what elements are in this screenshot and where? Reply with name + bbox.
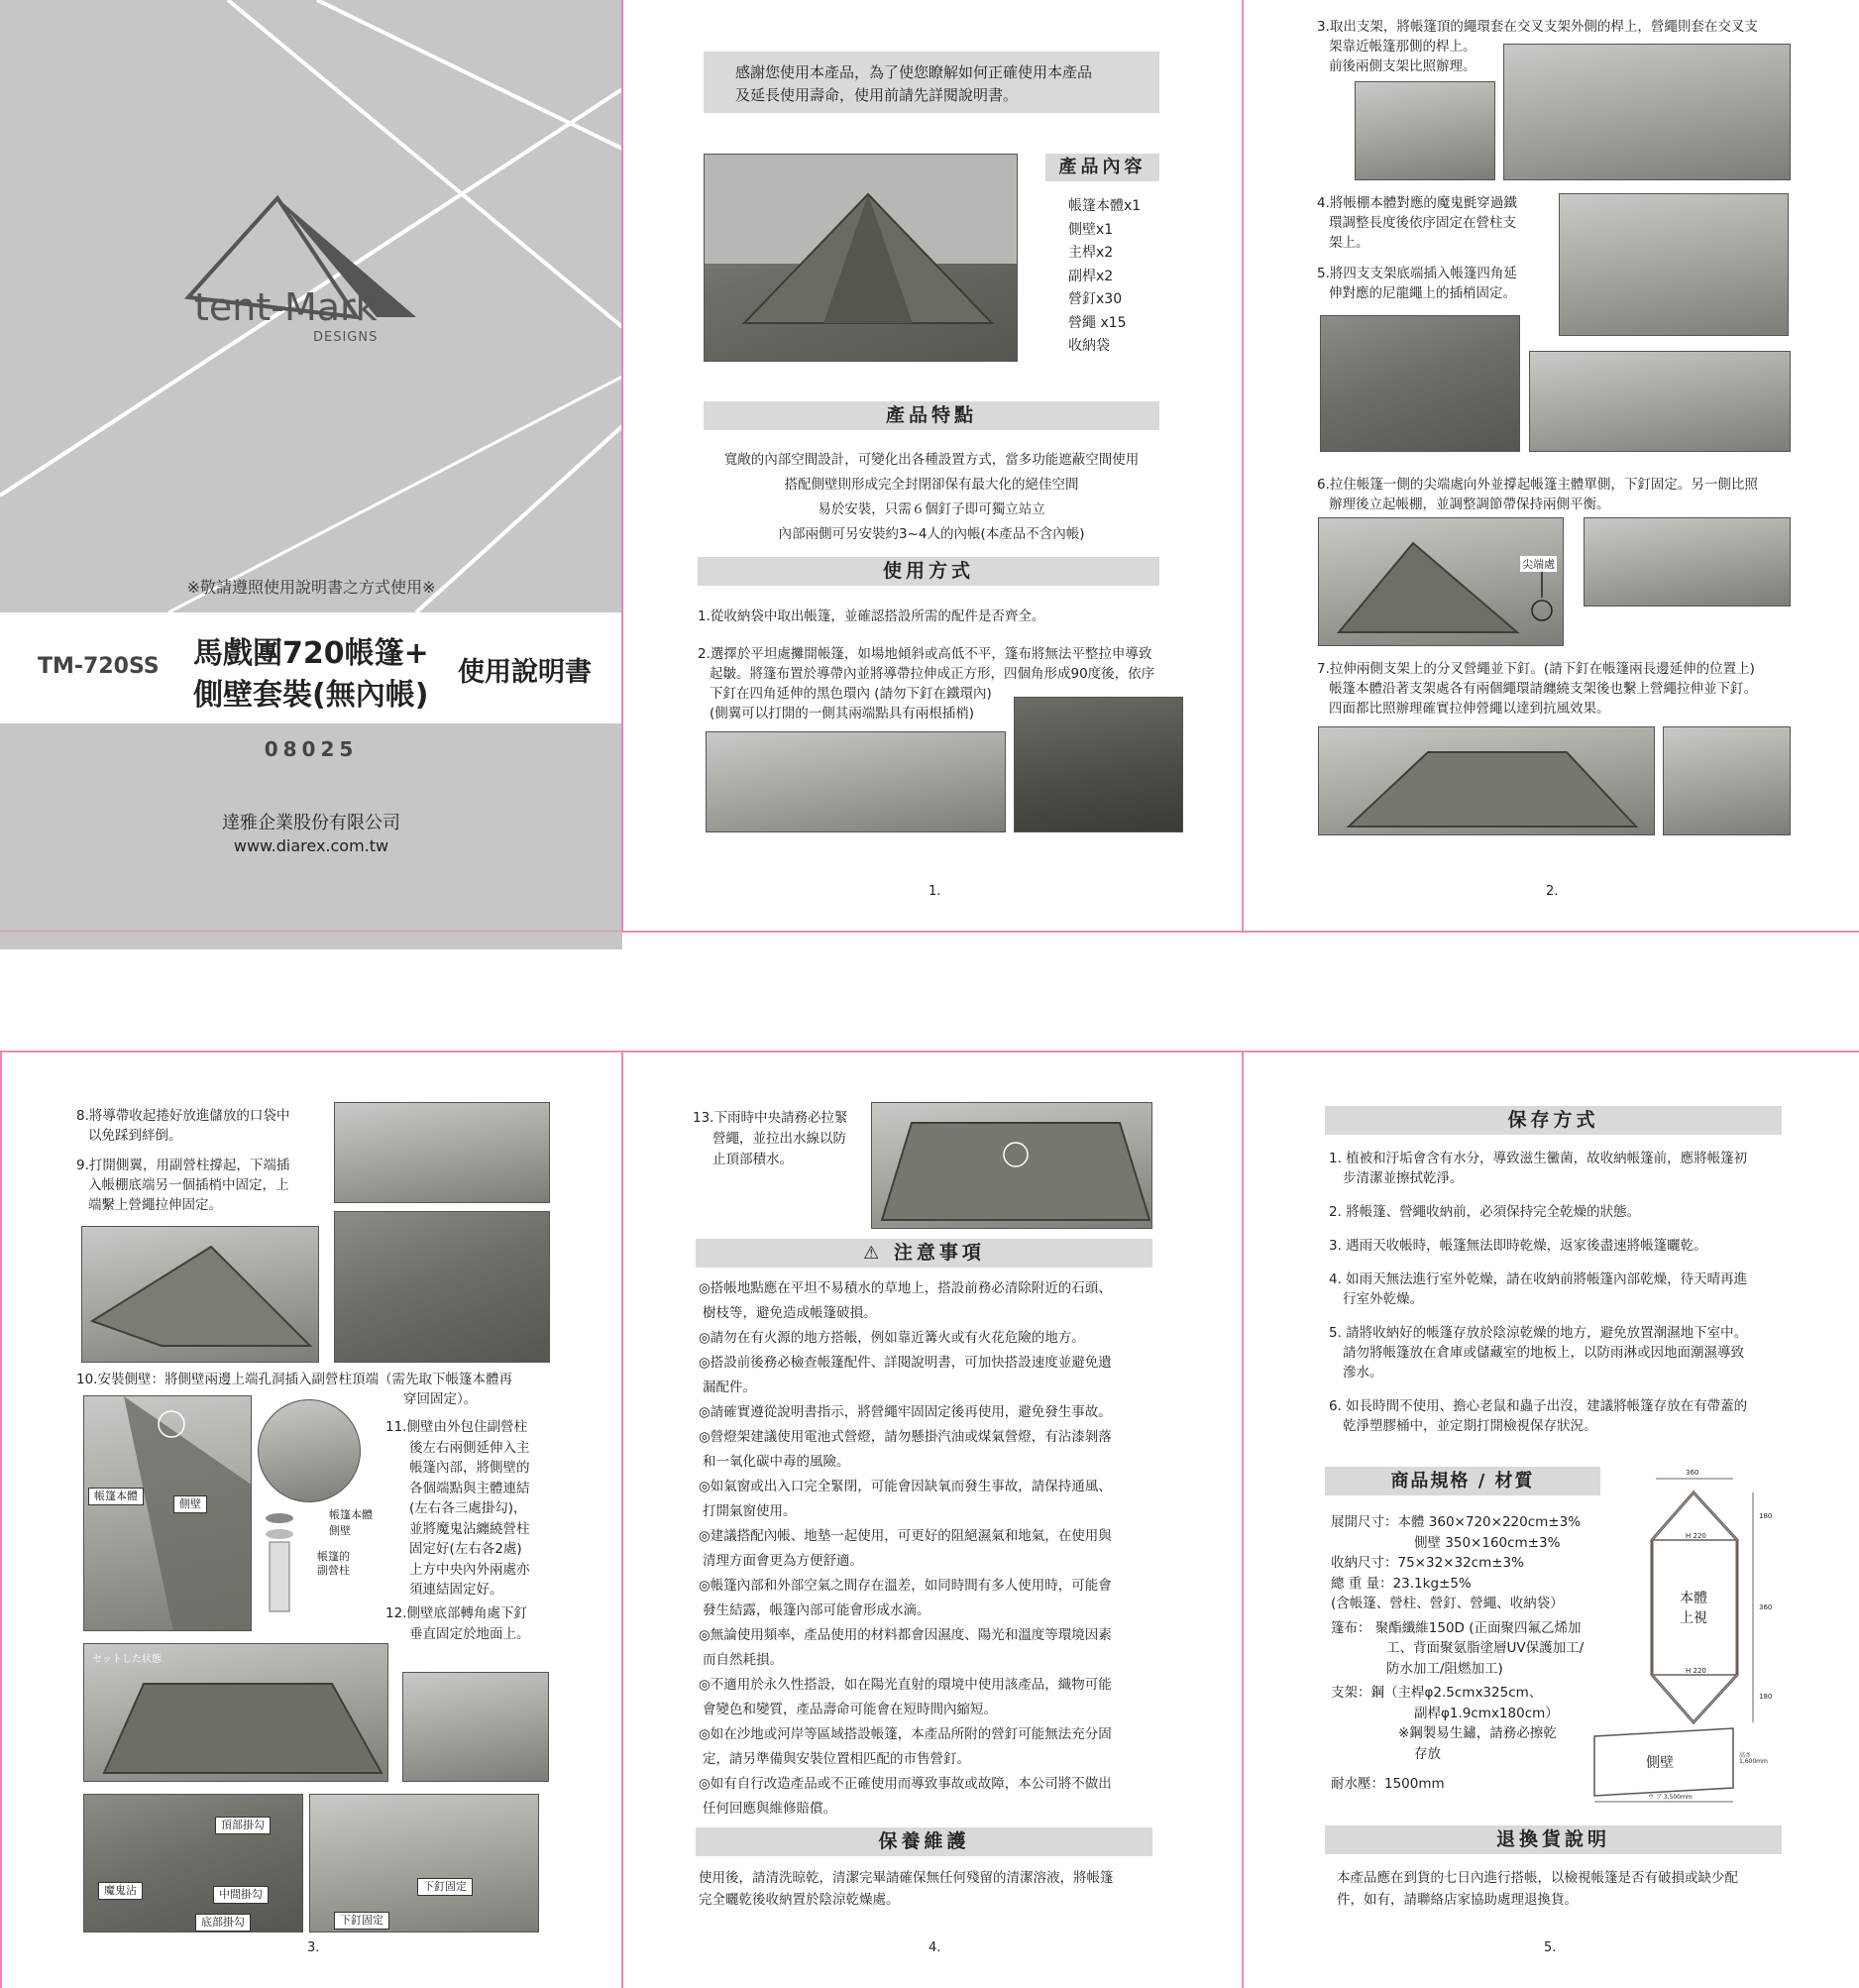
- contents-item: 主桿x2: [1068, 245, 1114, 261]
- cover-notice: ※敬請遵照使用說明書之方式使用※: [186, 578, 436, 597]
- diagram-side-180-top: 180: [1759, 1512, 1773, 1520]
- tent-flat-photo: [1529, 351, 1791, 452]
- strap-pocket-photo: [334, 1102, 550, 1203]
- caution-line: ◎搭設前後務必檢查帳篷配件、詳閱說明書，可加快搭設速度並避免遺: [699, 1355, 1112, 1371]
- legend-pole-2: 副營柱: [317, 1564, 350, 1577]
- caution-line: 發生結露，帳篷內部可能會形成水滴。: [703, 1602, 930, 1618]
- caution-line: 漏配件。: [703, 1380, 756, 1395]
- label-top-hook: 頂部掛勾: [215, 1817, 271, 1834]
- return-title: 退換貨說明: [1325, 1825, 1782, 1854]
- page-number: 1.: [929, 884, 941, 899]
- diagram-wall-label: 側壁: [1646, 1755, 1674, 1771]
- usage-title: 使用方式: [698, 557, 1159, 586]
- caution-line: ◎請勿在有火源的地方搭帳，例如靠近篝火或有火花危險的地方。: [699, 1330, 1085, 1346]
- side-wing-photo: [81, 1226, 319, 1363]
- caution-line: ◎搭帳地點應在平坦不易積水的草地上，搭設前務必清除附近的石頭、: [699, 1280, 1112, 1296]
- peg-down-photo: [309, 1794, 539, 1933]
- pole-base-photo: [1320, 315, 1520, 452]
- legend-pole-1: 帳篷的: [317, 1550, 350, 1563]
- manual-title: 使用說明書: [458, 657, 592, 688]
- page-number: 3.: [307, 1940, 320, 1955]
- diagram-h220-bottom: H 220: [1686, 1667, 1706, 1675]
- caution-line: ◎如氣窗或出入口完全緊閉，可能會因缺氧而發生事故，請保持通風、: [699, 1479, 1112, 1494]
- warning-icon: ⚠: [863, 1243, 884, 1264]
- step-3: 3.取出支架，將帳篷頂的繩環套在交叉支架外側的桿上，營繩則套在交叉支 架靠近帳篷那側的桿上。 前後兩側支架比照辦理。: [1317, 19, 1758, 74]
- storage-item: 3. 遇雨天收帳時，帳篷無法即時乾燥，返家後盡速將帳篷曬乾。: [1329, 1238, 1707, 1254]
- legend-wall: 側壁: [329, 1524, 351, 1537]
- label-mid-hook: 中間掛勾: [213, 1886, 269, 1904]
- thanks-line1: 感謝您使用本產品，為了使您瞭解如何正確使用本產品: [735, 63, 1093, 81]
- feature-item: 內部兩側可另安裝約3~4人的內帳(本產品不含內帳): [778, 526, 1085, 542]
- tent-top-view-diagram: [1614, 1469, 1783, 1736]
- cover-title-band: [0, 612, 622, 723]
- label-sidewall: 側壁: [173, 1495, 207, 1513]
- model-number: TM-720SS: [38, 654, 160, 679]
- care-text: 使用後，請清洗晾乾，清潔完畢請確保無任何殘留的清潔溶液，將帳篷 完全曬乾後收納置於陰涼乾燥處。: [699, 1870, 1114, 1908]
- page-3: [2, 1052, 620, 1988]
- label-peg-right: 下釘固定: [417, 1878, 473, 1896]
- features-list: [704, 448, 1159, 547]
- step-12: 12.側壁底部轉角處下釘 垂直固定於地面上。: [385, 1605, 530, 1642]
- thanks-box: [704, 52, 1159, 113]
- rain-tension-photo: [871, 1102, 1152, 1229]
- feature-item: 易於安裝，只需６個釘子即可獨立站立: [818, 501, 1045, 517]
- diagram-width-label: 360: [1686, 1469, 1699, 1477]
- step-7: 7.拉伸兩側支架上的分叉營繩並下釘。(請下釘在帳篷兩長邊延伸的位置上) 帳篷本體沿著支架處各有兩個繩環請纏繞支架後也繫上營繩拉伸並下釘。 四面都比照辦理確實拉伸營繩以達到抗風效果。: [1317, 661, 1757, 717]
- velcro-pole-photo: [1559, 193, 1789, 336]
- step-1: 1.從收納袋中取出帳篷，並確認搭設所需的配件是否齊全。: [698, 608, 1045, 624]
- rope-loop-photo: [1355, 81, 1495, 180]
- storage-item: 4. 如雨天無法進行室外乾燥，請在收納前將帳篷內部乾燥，待天晴再進 行室外乾燥。: [1329, 1271, 1748, 1307]
- diagram-wall-height-2: 1,600mm: [1739, 1758, 1768, 1765]
- company-name: 達雅企業股份有限公司: [222, 813, 400, 833]
- page-1: [623, 0, 1241, 930]
- feature-item: 寬敞的內部空間設計，可變化出各種設置方式，當多功能遮蔽空間使用: [723, 452, 1140, 468]
- tip-label: 尖端處: [1522, 558, 1555, 571]
- storage-item: 1. 植被和汙垢會含有水分，導致滋生黴菌，故收納帳篷前，應將帳篷初 步清潔並擦拭乾淨。: [1329, 1151, 1748, 1186]
- caution-list: [699, 1276, 1112, 1822]
- caution-line: ◎不適用於永久性搭設，如在陽光直射的環境中使用該產品，織物可能: [699, 1677, 1112, 1693]
- thanks-line2: 及延長使用壽命，使用前請先詳閱說明書。: [735, 86, 1019, 104]
- contents-item: 收納袋: [1068, 338, 1110, 354]
- storage-item: 6. 如長時間不使用、擔心老鼠和蟲子出沒，建議將帳篷存放在有帶蓋的 乾淨塑膠桶中，並定期打開檢視保存狀況。: [1329, 1398, 1748, 1434]
- company-website[interactable]: www.diarex.com.tw: [233, 836, 389, 855]
- logo-text: tent-Mark: [194, 285, 378, 329]
- cover-bottom-area: [0, 723, 622, 932]
- interior-hooks-photo: [83, 1794, 303, 1933]
- contents-list: [1068, 195, 1141, 359]
- raise-tent-photo: [1318, 517, 1564, 646]
- page-2: [1244, 0, 1859, 930]
- step-8: 8.將導帶收起捲好放進儲放的口袋中 以免踩到絆倒。: [76, 1108, 290, 1144]
- cover-top-area: [0, 0, 622, 612]
- pole-top-closeup: [258, 1399, 361, 1502]
- caution-title: 注意事項: [893, 1242, 985, 1264]
- contents-item: 副桿x2: [1068, 268, 1114, 284]
- storage-list: [1329, 1149, 1747, 1436]
- step-6: 6.拉住帳篷一側的尖端處向外並撐起帳篷主體單側，下釘固定。另一側比照 辦理後立起帳棚，並調整調節帶保持兩側平衡。: [1317, 477, 1758, 512]
- step-9: 9.打開側翼，用副營柱撐起，下端插 入帳棚底端另一個插梢中固定，上 端繫上營繩拉伸固定。: [76, 1158, 290, 1213]
- spec-list: 展開尺寸：本體 360×720×220cm±3% 側壁 350×160cm±3% 收納尺寸：75×32×32cm±3% 總 重 量：23.1kg±5% (含帳篷、營柱、營釘、營繩、收納袋） 篷布： 聚酯纖維150D (正面聚四氟乙烯加 工、背面聚氨脂塗層UV保護加工/ 防水加工/阻燃加工) 支架：鋼（主桿φ2.5cmx325cm、 副桿φ1.9cmx180cm） ※鋼製易生鏽，請務必擦乾 存放 耐水壓：1500mm: [1331, 1514, 1585, 1792]
- tent-product-photo: [704, 154, 1018, 362]
- storage-item: 5. 請將收納好的帳篷存放於陰涼乾燥的地方，避免放置潮濕地下室中。 請勿將帳篷放在倉庫或儲藏室的地板上，以防雨淋或因地面潮濕導致 滲水。: [1329, 1325, 1748, 1381]
- step-4: 4.將帳棚本體對應的魔鬼氈穿過鐵 環調整長度後依序固定在營柱支 架上。: [1317, 195, 1517, 251]
- storage-title: 保存方式: [1325, 1106, 1782, 1135]
- logo-subtext: DESIGNS: [313, 330, 379, 345]
- raised-tent-photo: [1584, 517, 1791, 607]
- caution-line: ◎請確實遵從說明書指示，將營繩牢固固定後再使用，避免發生事故。: [699, 1404, 1112, 1420]
- groundsheet-photo: [706, 731, 1006, 832]
- label-peg-bottom: 下釘固定: [334, 1912, 389, 1930]
- contents-item: 營釘x30: [1068, 291, 1123, 307]
- buckle-closeup: [402, 1672, 549, 1782]
- step-10: 10.安裝側壁：將側壁兩邊上端孔洞插入副營柱頂端（需先取下帳篷本體再 穿回固定）。: [76, 1372, 512, 1407]
- spec-title: 商品規格 / 材質: [1325, 1467, 1600, 1495]
- label-tent-body: 帳篷本體: [88, 1488, 144, 1505]
- caution-line: 而自然耗損。: [703, 1652, 783, 1668]
- contents-item: 帳篷本體x1: [1068, 198, 1142, 214]
- step-13: 13.下雨時中央請務必拉緊 營繩，並拉出水線以防 止頂部積水。: [693, 1110, 848, 1167]
- caution-line: ◎如在沙地或河岸等區域搭設帳篷，本產品所附的營釘可能無法充分固: [699, 1726, 1112, 1742]
- features-title: 產品特點: [704, 401, 1159, 430]
- legend-body: 帳篷本體: [329, 1508, 373, 1521]
- feature-item: 搭配側壁則形成完全封閉卻保有最大化的絕佳空間: [784, 477, 1079, 493]
- diagram-side-360: 360: [1759, 1603, 1773, 1611]
- pitched-tent-photo: [1318, 726, 1655, 835]
- set-state-caption: セットした状態: [92, 1654, 162, 1665]
- product-code: 08025: [264, 737, 359, 761]
- page-number: 4.: [929, 1940, 941, 1955]
- diagram-body-label-2: 上視: [1680, 1610, 1707, 1626]
- step-11: 11.側壁由外包住副營柱 後左右兩側延伸入主 帳篷內部，將側壁的 各個端點與主體連結 (左右各三處掛勾)， 並將魔鬼沾纏繞營柱 固定好(左右各2處) 上方中央內外兩處亦 須連結固定好。: [385, 1419, 530, 1598]
- caution-line: ◎無論使用頻率，產品使用的材料都會因濕度、陽光和溫度等環境因素: [699, 1627, 1112, 1643]
- cross-pole-photo: [1503, 44, 1791, 180]
- wing-pole-photo: [334, 1211, 550, 1363]
- page-4: [623, 1052, 1241, 1988]
- set-state-photo: [83, 1643, 388, 1782]
- care-title: 保養維護: [696, 1827, 1152, 1856]
- contents-title: 產品內容: [1045, 154, 1159, 181]
- step-2: 2.選擇於平坦處攤開帳篷，如場地傾斜或高低不平，篷布將無法平整拉申導致 起皺。將篷布置於導帶內並將導帶拉伸成正方形，四個角形成90度後，依序 下釘在四角延伸的黑色環內 (請勿下釘在鐵環內) (側翼可以打開的一側其兩端點具有兩根插梢): [698, 646, 1155, 721]
- pole-legend-diagram: [258, 1504, 377, 1613]
- cover-gray-strip: [0, 932, 622, 949]
- caution-line: ◎建議搭配內帳、地墊一起使用，可更好的阻絕濕氣和地氣，在使用與: [699, 1528, 1112, 1544]
- peg-photo: [1014, 697, 1183, 832]
- guyline-photo: [1663, 726, 1791, 835]
- cover-panel: [0, 0, 622, 932]
- caution-line: ◎營燈架建議使用電池式營燈，請勿懸掛汽油或煤氣營燈，有沾漆剝落: [699, 1429, 1112, 1445]
- diagram-wall-width: ウ ブ 3,500mm: [1648, 1794, 1693, 1801]
- label-bottom-hook: 底部掛勾: [195, 1914, 251, 1932]
- step-5: 5.將四支支架底端插入帳篷四角延 伸對應的尼龍繩上的插梢固定。: [1317, 266, 1517, 301]
- diagram-wall-height-1: 高さ: [1739, 1752, 1752, 1759]
- diagram-side-180-bottom: 180: [1759, 1693, 1773, 1701]
- caution-line: ◎如有自行改造產品或不正確使用而導致事故或故障，本公司將不做出: [699, 1776, 1112, 1792]
- contents-item: 側壁x1: [1068, 221, 1114, 238]
- sidewall-install-photo: [83, 1395, 252, 1631]
- contents-item: 營繩 x15: [1068, 314, 1127, 331]
- caution-line: 定，請另準備與安裝位置相匹配的市售營釘。: [703, 1751, 970, 1767]
- page-number: 5.: [1544, 1940, 1557, 1955]
- caution-line: 清理方面會更為方便舒適。: [703, 1553, 863, 1569]
- product-name-line2: 側壁套裝(無內帳): [193, 678, 429, 713]
- caution-header: [696, 1239, 1152, 1268]
- caution-line: 任何回應與維修賠償。: [703, 1801, 836, 1817]
- page-number: 2.: [1546, 884, 1559, 899]
- return-text: 本產品應在到貨的七日內進行搭帳，以檢視帳篷是否有破損或缺少配 件，如有，請聯絡店家協助處理退換貨。: [1337, 1870, 1738, 1908]
- caution-line: 和一氧化碳中毒的風險。: [703, 1454, 850, 1470]
- product-name-line1: 馬戲團720帳篷+: [193, 636, 429, 671]
- page-5: [1244, 1052, 1859, 1988]
- storage-item: 2. 將帳篷、營繩收納前，必須保持完全乾燥的狀態。: [1329, 1204, 1641, 1220]
- caution-line: 樹枝等，避免造成帳篷破損。: [703, 1305, 877, 1321]
- label-velcro: 魔鬼沾: [98, 1882, 143, 1900]
- caution-line: ◎帳篷內部和外部空氣之間存在溫差，如同時間有多人使用時，可能會: [699, 1578, 1112, 1594]
- caution-line: 打開氣窗使用。: [703, 1503, 797, 1519]
- diagram-body-label-1: 本體: [1680, 1591, 1707, 1606]
- caution-line: 會變色和變質，產品壽命可能會在短時間內縮短。: [703, 1702, 997, 1717]
- diagram-h220-top: H 220: [1686, 1532, 1706, 1540]
- sidewall-diagram: [1586, 1726, 1785, 1806]
